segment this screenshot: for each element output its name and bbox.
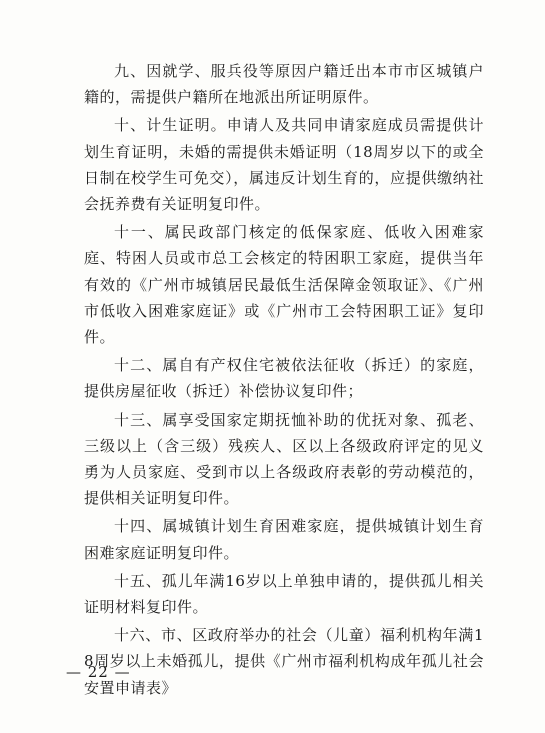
paragraph-13: 十三、属享受国家定期抚恤补助的优抚对象、孤老、三级以上（含三级）残疾人、区以上各级政府评定的见义勇为人员家庭、受到市以上各级政府表彰的劳动模范的，提供相关证明复印件。 (84, 410, 484, 508)
paragraph-15: 十五、孤儿年满16岁以上单独申请的，提供孤儿相关证明材料复印件。 (84, 571, 484, 617)
paragraph-12: 十二、属自有产权住宅被依法征收（拆迁）的家庭，提供房屋征收（拆迁）补偿协议复印件； (84, 356, 484, 401)
paragraph-14: 十四、属城镇计划生育困难家庭，提供城镇计划生育困难家庭证明复印件。 (84, 517, 484, 562)
paragraph-9: 九、因就学、服兵役等原因户籍迁出本市市区城镇户籍的，需提供户籍所在地派出所证明原件。 (84, 62, 484, 107)
paragraph-16: 十六、市、区政府举办的社会（儿童）福利机构年满18周岁以上未婚孤儿，提供《广州市福利机构成年孤儿社会安置申请表》 (84, 626, 484, 697)
paragraph-11: 十一、属民政部门核定的低保家庭、低收入困难家庭、特困人员或市总工会核定的特困职工家庭，提供当年有效的《广州市城镇居民最低生活保障金领取证》、《广州市低收入困难家庭证》或《广州市工会特困职工证》复印件。 (84, 223, 484, 347)
page-number: — 22 — (66, 663, 131, 681)
paragraph-10: 十、计生证明。申请人及共同申请家庭成员需提供计划生育证明，未婚的需提供未婚证明（18周岁以下的或全日制在校学生可免交），属违反计划生育的，应提供缴纳社会抚养费有关证明复印件。 (84, 116, 484, 214)
document-body (84, 58, 484, 703)
